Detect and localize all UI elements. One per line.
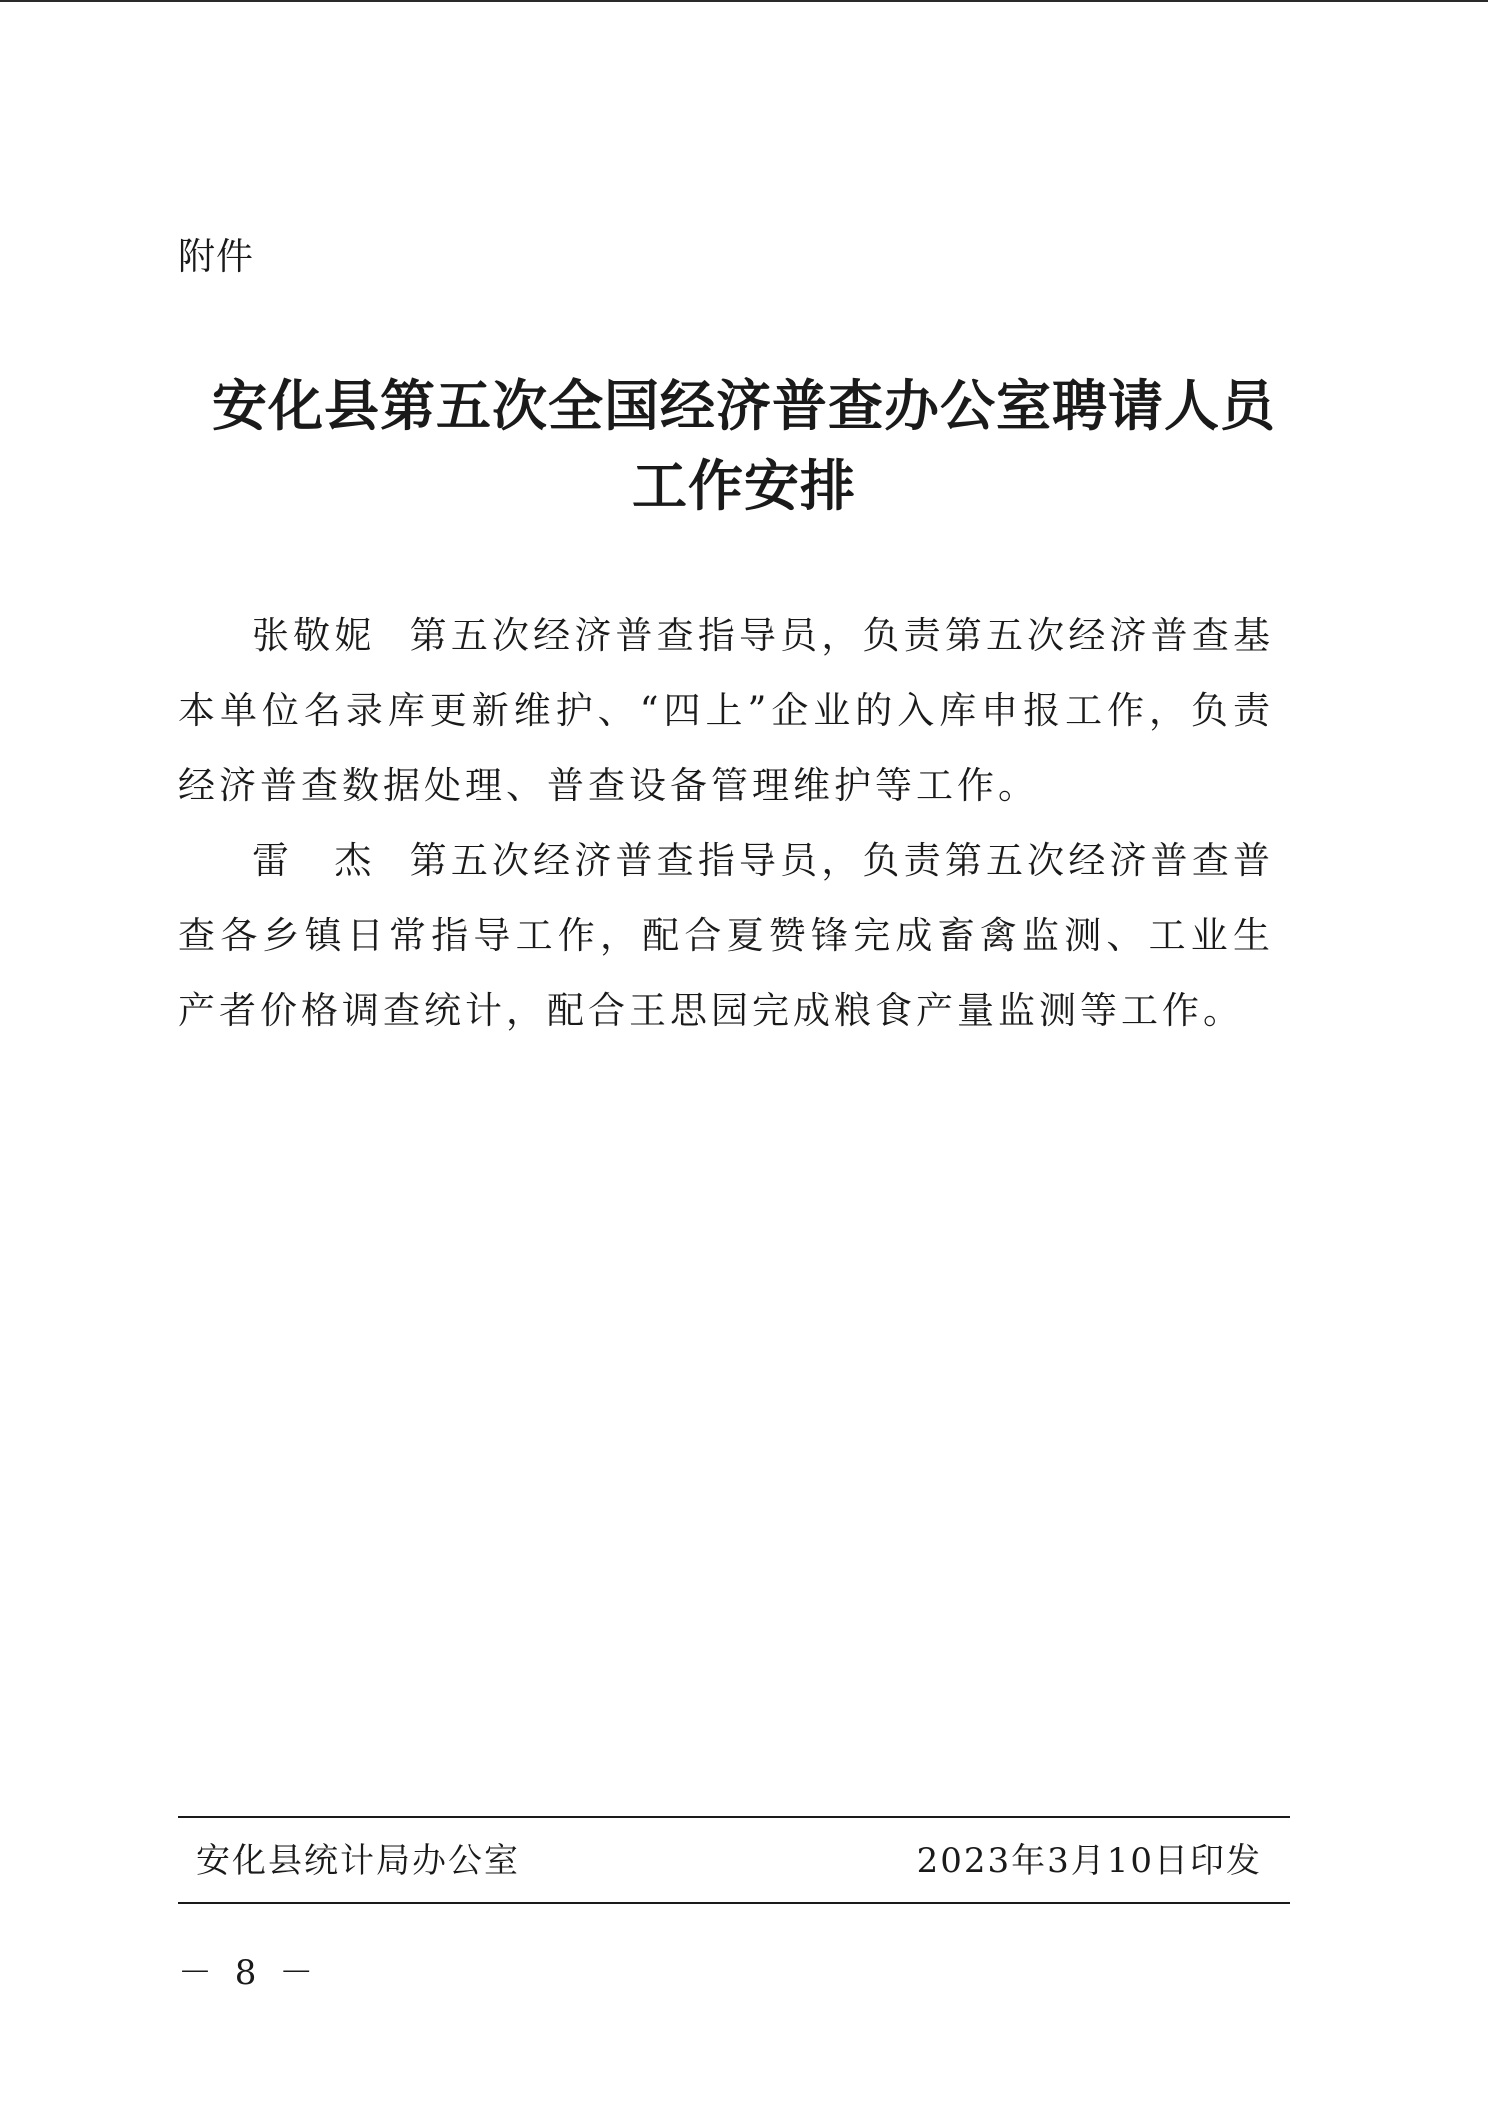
entry-paragraph (178, 823, 1274, 1048)
entry-paragraph (178, 598, 1274, 823)
attachment-label: 附件 (178, 235, 254, 278)
title-line-2: 工作安排 (631, 453, 856, 518)
page-top-edge (0, 0, 1488, 2)
document-body (178, 598, 1274, 1048)
title-line-1: 安化县第五次全国经济普查办公室聘请人员 (211, 373, 1276, 438)
page-number: － 8 － (178, 1953, 320, 1993)
issuing-office: 安化县统计局办公室 (196, 1841, 520, 1881)
duty-text: 第五次经济普查指导员，负责第五次经济普查普查各乡镇日常指导工作，配合夏赞锋完成畜禽监测、工业生产者价格调查统计，配合王思园完成粮食产量监测等工作。 (178, 839, 1274, 1032)
footer-bottom-rule (178, 1902, 1290, 1904)
issue-date: 2023年3月10日印发 (916, 1841, 1262, 1881)
footer-top-rule (178, 1816, 1290, 1818)
person-name: 张敬妮 (252, 614, 376, 657)
person-name: 雷 杰 (252, 839, 376, 882)
duty-text: 第五次经济普查指导员，负责第五次经济普查基本单位名录库更新维护、“四上”企业的入库申报工作，负责经济普查数据处理、普查设备管理维护等工作。 (178, 614, 1274, 807)
document-title (150, 366, 1338, 526)
